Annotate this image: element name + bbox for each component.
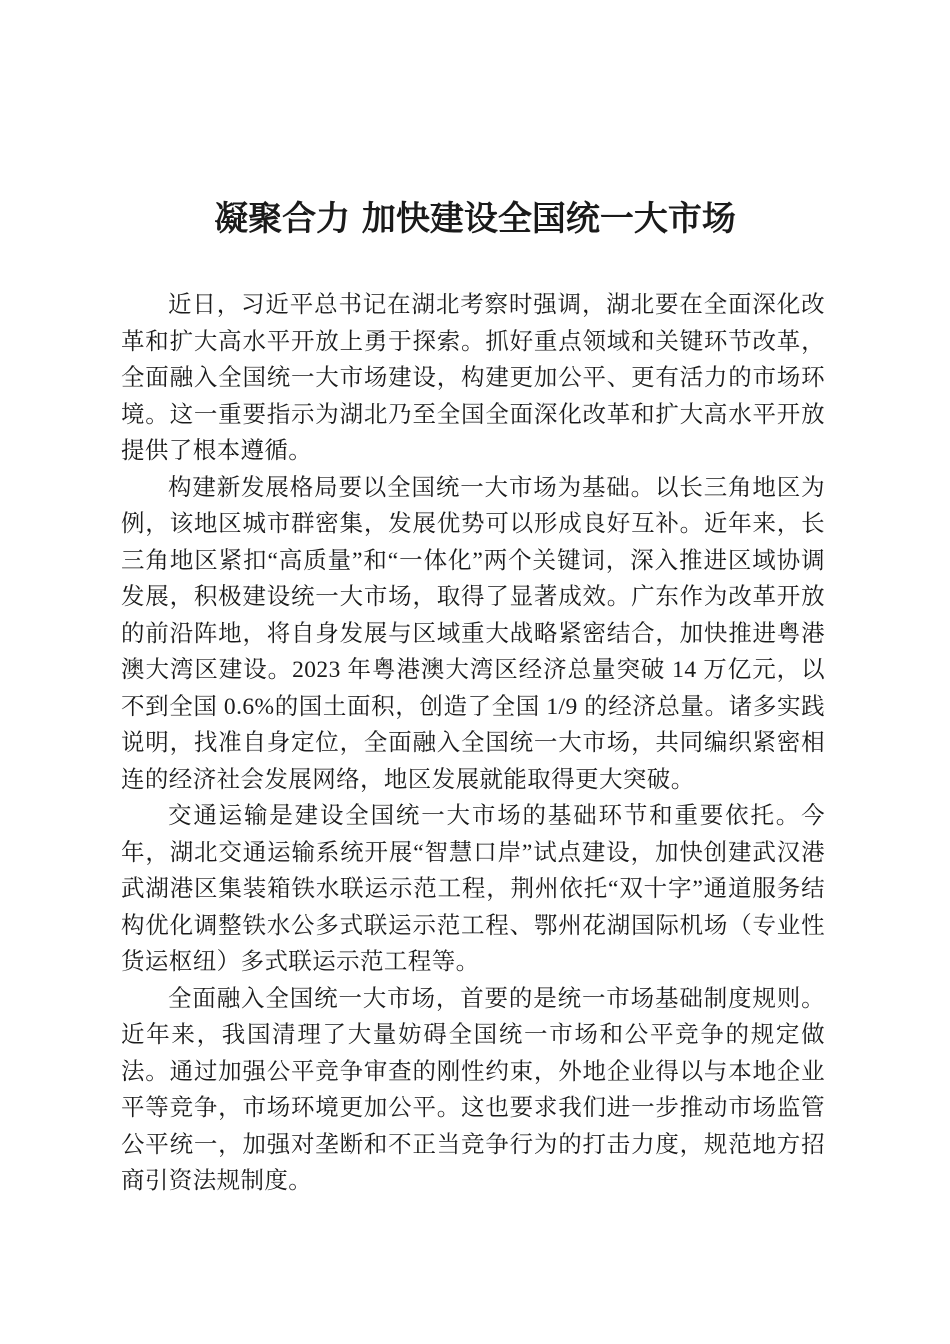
paragraph-2: 构建新发展格局要以全国统一大市场为基础。以长三角地区为例，该地区城市群密集，发展优势可以形成良好互补。近年来，长三角地区紧扣“高质量”和“一体化”两个关键词，深入推进区域协调发展，积极建设统一大市场，取得了显著成效。广东作为改革开放的前沿阵地，将自身发展与区域重大战略紧密结合，加快推进粤港澳大湾区建设。2023 年粤港澳大湾区经济总量突破 14 万亿元，以不到全国 0.6%的国土面积，创造了全国 1/9 的经济总量。诸多实践说明，找准自身定位，全面融入全国统一大市场，共同编织紧密相连的经济社会发展网络，地区发展就能取得更大突破。 [121,474,825,793]
document-body [121,287,825,1200]
paragraph-3: 交通运输是建设全国统一大市场的基础环节和重要依托。今年，湖北交通运输系统开展“智慧口岸”试点建设，加快创建武汉港武湖港区集装箱铁水联运示范工程，荆州依托“双十字”通道服务结构优化调整铁水公多式联运示范工程、鄂州花湖国际机场（专业性货运枢纽）多式联运示范工程等。 [121,803,825,975]
paragraph-1: 近日，习近平总书记在湖北考察时强调，湖北要在全面深化改革和扩大高水平开放上勇于探索。抓好重点领域和关键环节改革，全面融入全国统一大市场建设，构建更加公平、更有活力的市场环境。这一重要指示为湖北乃至全国全面深化改革和扩大高水平开放提供了根本遵循。 [121,292,825,464]
paragraph-4: 全面融入全国统一大市场，首要的是统一市场基础制度规则。近年来，我国清理了大量妨碍全国统一市场和公平竞争的规定做法。通过加强公平竞争审查的刚性约束，外地企业得以与本地企业平等竞争，市场环境更加公平。这也要求我们进一步推动市场监管公平统一，加强对垄断和不正当竞争行为的打击力度，规范地方招商引资法规制度。 [121,985,825,1194]
document-title: 凝聚合力 加快建设全国统一大市场 [214,199,736,239]
